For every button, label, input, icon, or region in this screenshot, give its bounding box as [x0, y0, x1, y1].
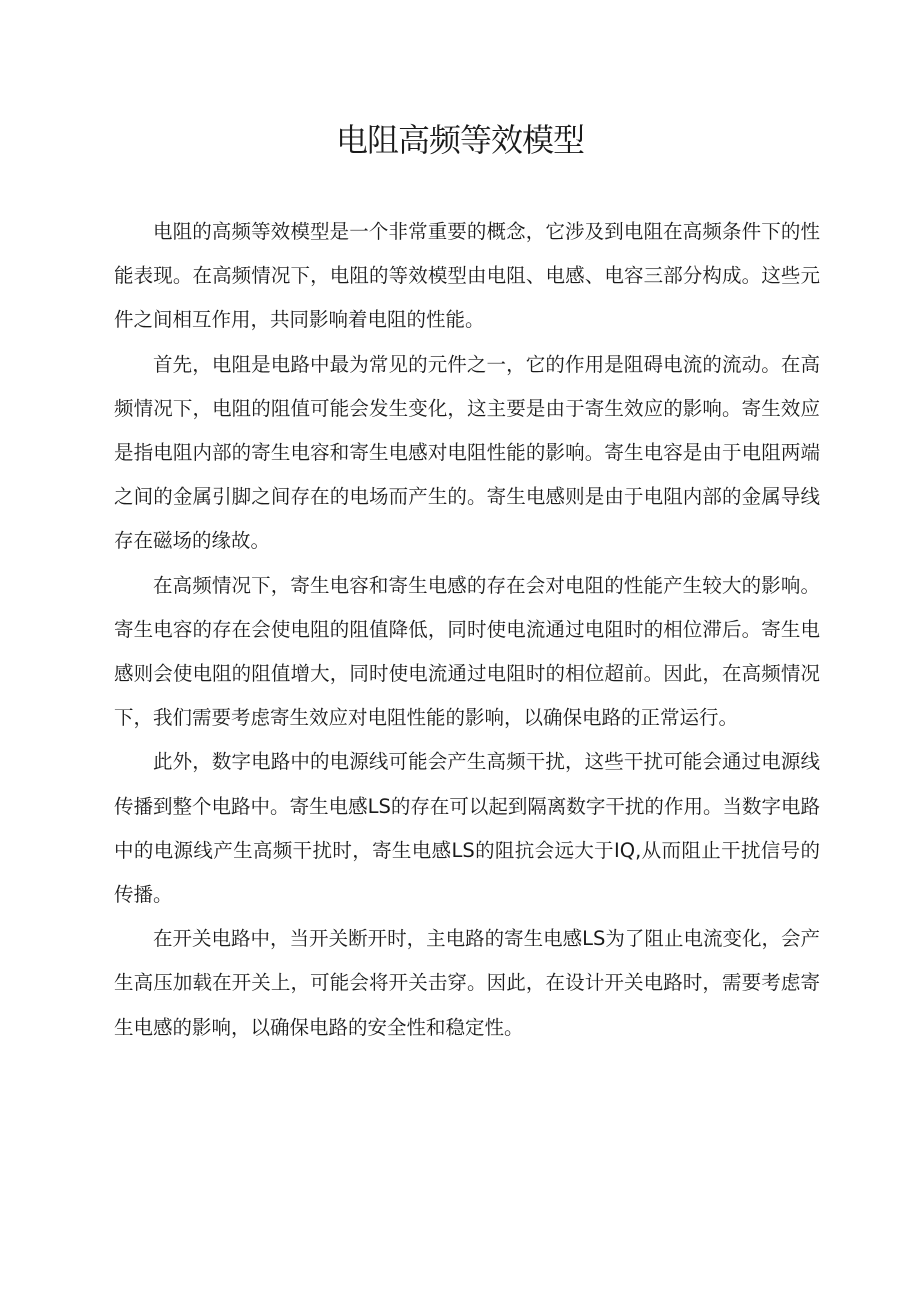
paragraph-5: 在开关电路中，当开关断开时，主电路的寄生电感LS为了阻止电流变化，会产生高压加载在开关上，可能会将开关击穿。因此，在设计开关电路时，需要考虑寄生电感的影响，以确保电路的安全性和稳定性。 — [114, 927, 820, 1039]
paragraph-1: 电阻的高频等效模型是一个非常重要的概念，它涉及到电阻在高频条件下的性能表现。在高频情况下，电阻的等效模型由电阻、电感、电容三部分构成。这些元件之间相互作用，共同影响着电阻的性能。 — [114, 220, 820, 332]
paragraph-2: 首先，电阻是电路中最为常见的元件之一，它的作用是阻碍电流的流动。在高频情况下，电阻的阻值可能会发生变化，这主要是由于寄生效应的影响。寄生效应是指电阻内部的寄生电容和寄生电感对电阻性能的影响。寄生电容是由于电阻两端之间的金属引脚之间存在的电场而产生的。寄生电感则是由于电阻内部的金属导线存在磁场的缘故。 — [114, 352, 820, 553]
document-body — [114, 210, 820, 1050]
paragraph-3: 在高频情况下，寄生电容和寄生电感的存在会对电阻的性能产生较大的影响。寄生电容的存在会使电阻的阻值降低，同时使电流通过电阻时的相位滞后。寄生电感则会使电阻的阻值增大，同时使电流通过电阻时的相位超前。因此，在高频情况下，我们需要考虑寄生效应对电阻性能的影响，以确保电路的正常运行。 — [114, 573, 820, 730]
document-title: 电阻高频等效模型 — [335, 121, 584, 159]
paragraph-4: 此外，数字电路中的电源线可能会产生高频干扰，这些干扰可能会通过电源线传播到整个电路中。寄生电感LS的存在可以起到隔离数字干扰的作用。当数字电路中的电源线产生高频干扰时，寄生电感LS的阻抗会远大于IQ,从而阻止干扰信号的传播。 — [114, 750, 820, 907]
